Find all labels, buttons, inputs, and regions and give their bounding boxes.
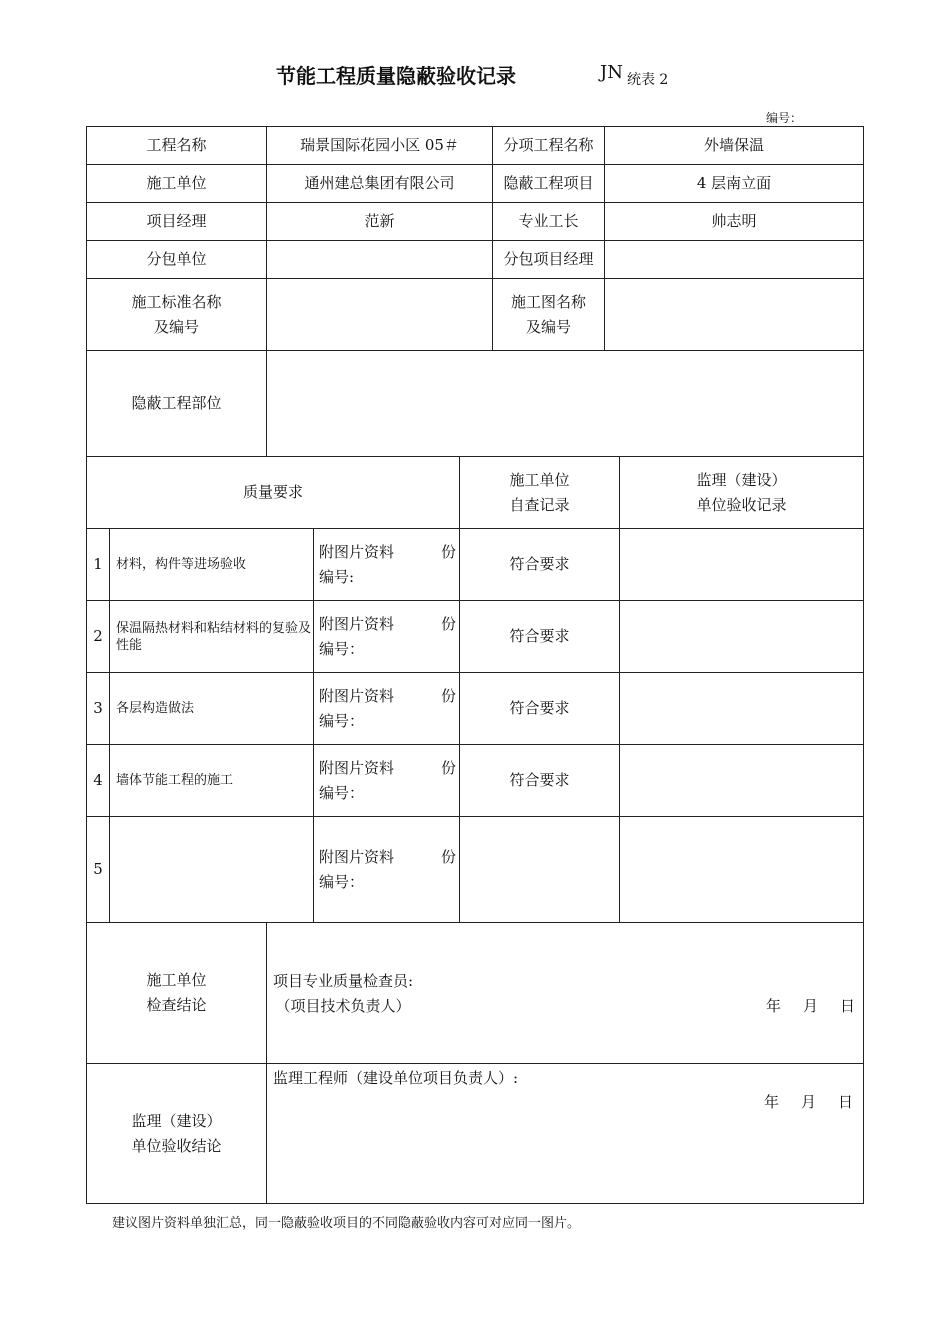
attachment-text xyxy=(319,684,457,734)
supervision-result xyxy=(620,673,863,745)
supervision-header xyxy=(620,457,863,529)
attachment-label: 附图片资料 xyxy=(319,848,395,866)
attachment-cell xyxy=(314,673,460,745)
attachment-number-label: 编号： xyxy=(319,712,365,730)
supervision-conclusion-label-line2: 单位验收结论 xyxy=(131,1136,222,1155)
location-value xyxy=(267,351,863,457)
standard-label-line2: 及编号 xyxy=(153,317,199,336)
attachment-cell xyxy=(314,817,460,923)
attachment-text xyxy=(319,756,457,806)
attachment-unit: 份 xyxy=(441,687,457,705)
footnote: 建议图片资料单独汇总，同一隐蔽验收项目的不同隐蔽验收内容可对应同一图片。 xyxy=(112,1216,581,1231)
attachment-number-label: 编号: xyxy=(319,568,355,586)
quality-requirements-header: 质量要求 xyxy=(87,457,460,529)
year-label: 年 xyxy=(765,997,781,1015)
item-text xyxy=(110,817,314,923)
form-code-sub: 统表 2 xyxy=(626,72,669,88)
form-code xyxy=(600,62,669,88)
attachment-text xyxy=(319,540,457,590)
self-check-result: 符合要求 xyxy=(460,529,620,601)
contractor-conclusion-label-line1: 施工单位 xyxy=(146,971,207,989)
standard-value xyxy=(267,279,493,351)
day-label: 日 xyxy=(839,997,855,1015)
sub-pm-label: 分包项目经理 xyxy=(493,241,605,279)
foreman-label: 专业工长 xyxy=(493,203,605,241)
foreman-value: 帅志明 xyxy=(605,203,863,241)
attachment-unit: 份 xyxy=(441,848,457,866)
supervision-engineer-label: 监理工程师（建设单位项目负责人）: xyxy=(273,1069,519,1087)
supervision-result xyxy=(620,601,863,673)
attachment-cell xyxy=(314,601,460,673)
contractor-inspector-block xyxy=(273,969,413,1019)
attachment-text xyxy=(319,845,457,895)
attachment-number-label: 编号： xyxy=(319,784,365,802)
quality-inspector-label: 项目专业质量检查员: xyxy=(273,972,414,990)
contractor-value: 通州建总集团有限公司 xyxy=(267,165,493,203)
attachment-label: 附图片资料 xyxy=(319,615,395,633)
item-text: 各层构造做法 xyxy=(110,673,314,745)
form-title: 节能工程质量隐蔽验收记录 xyxy=(276,64,516,88)
project-name-label: 工程名称 xyxy=(87,127,267,165)
attachment-unit: 份 xyxy=(441,543,457,561)
drawing-label xyxy=(493,279,605,351)
drawing-label-line2: 及编号 xyxy=(525,317,571,336)
attachment-cell xyxy=(314,529,460,601)
contractor-conclusion-label xyxy=(87,923,267,1064)
supervision-date xyxy=(742,1090,853,1115)
subcontractor-label: 分包单位 xyxy=(87,241,267,279)
self-check-header-line1: 施工单位 xyxy=(509,470,570,489)
tech-lead-label: （项目技术负责人） xyxy=(275,997,411,1015)
contractor-conclusion-label-line2: 检查结论 xyxy=(146,996,207,1014)
month-label: 月 xyxy=(800,1093,816,1111)
attachment-unit: 份 xyxy=(441,759,457,777)
self-check-result: 符合要求 xyxy=(460,673,620,745)
attachment-number-label: 编号： xyxy=(319,640,365,658)
contractor-conclusion-content xyxy=(267,923,863,1064)
day-label: 日 xyxy=(837,1093,853,1111)
self-check-result xyxy=(460,817,620,923)
standard-label-line1: 施工标准名称 xyxy=(131,292,222,311)
item-text: 材料，构件等进场验收 xyxy=(110,529,314,601)
attachment-cell xyxy=(314,745,460,817)
month-label: 月 xyxy=(802,997,818,1015)
supervision-conclusion-content xyxy=(267,1064,863,1203)
item-number: 2 xyxy=(87,601,110,673)
self-check-header xyxy=(460,457,620,529)
contractor-date xyxy=(744,994,855,1019)
supervision-result xyxy=(620,529,863,601)
pm-value: 范新 xyxy=(267,203,493,241)
self-check-result: 符合要求 xyxy=(460,745,620,817)
item-number: 4 xyxy=(87,745,110,817)
year-label: 年 xyxy=(763,1093,779,1111)
attachment-label: 附图片资料 xyxy=(319,687,395,705)
sub-project-label: 分项工程名称 xyxy=(493,127,605,165)
location-label: 隐蔽工程部位 xyxy=(87,351,267,457)
sub-pm-value xyxy=(605,241,863,279)
supervision-header-line1: 监理（建设） xyxy=(696,470,787,489)
sub-project-value: 外墙保温 xyxy=(605,127,863,165)
doc-number-label: 编号： xyxy=(766,111,803,125)
self-check-header-line2: 自查记录 xyxy=(509,495,570,514)
item-number: 1 xyxy=(87,529,110,601)
attachment-label: 附图片资料 xyxy=(319,543,395,561)
attachment-number-label: 编号： xyxy=(319,873,365,891)
supervision-conclusion-label-line1: 监理（建设） xyxy=(131,1111,222,1130)
form-code-main: JN xyxy=(600,62,623,83)
contractor-label: 施工单位 xyxy=(87,165,267,203)
drawing-label-line1: 施工图名称 xyxy=(510,292,586,311)
attachment-label: 附图片资料 xyxy=(319,759,395,777)
supervision-conclusion-label xyxy=(87,1064,267,1203)
hidden-item-label: 隐蔽工程项目 xyxy=(493,165,605,203)
supervision-result xyxy=(620,817,863,923)
record-table xyxy=(86,126,864,1204)
item-text: 保温隔热材料和粘结材料的复验及性能 xyxy=(110,601,314,673)
item-number: 3 xyxy=(87,673,110,745)
project-name-value: 瑞景国际花园小区 05＃ xyxy=(267,127,493,165)
standard-label xyxy=(87,279,267,351)
attachment-text xyxy=(319,612,457,662)
item-number: 5 xyxy=(87,817,110,923)
supervision-result xyxy=(620,745,863,817)
subcontractor-value xyxy=(267,241,493,279)
self-check-result: 符合要求 xyxy=(460,601,620,673)
supervision-header-line2: 单位验收记录 xyxy=(696,495,787,514)
hidden-item-value: 4 层南立面 xyxy=(605,165,863,203)
item-text: 墙体节能工程的施工 xyxy=(110,745,314,817)
pm-label: 项目经理 xyxy=(87,203,267,241)
drawing-value xyxy=(605,279,863,351)
attachment-unit: 份 xyxy=(441,615,457,633)
